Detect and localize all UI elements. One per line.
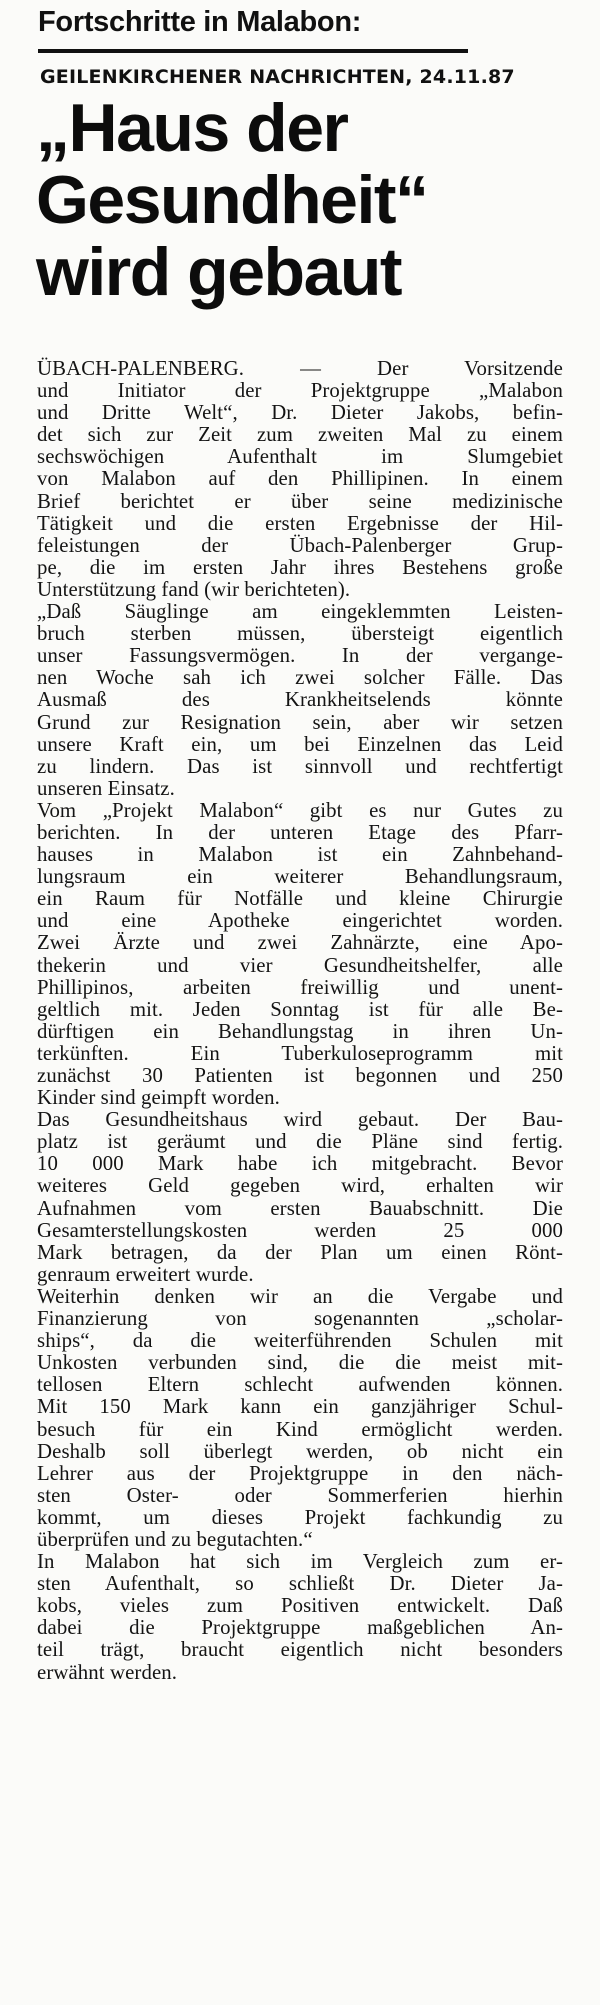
article-line: „Daß Säuglinge am eingeklemmten Leisten- <box>37 600 563 624</box>
source-line: GEILENKIRCHENER NACHRICHTEN, 24.11.87 <box>40 66 515 88</box>
article-line: bruch sterben müssen, übersteigt eigentlich <box>37 622 563 646</box>
article-line: Vom „Projekt Malabon“ gibt es nur Gutes zu <box>37 798 563 822</box>
article-line: ÜBACH-PALENBERG. — Der Vorsitzende <box>37 357 563 380</box>
article-line: dürftigen ein Behandlungstag in ihren Un- <box>37 1019 563 1043</box>
article-line: besuch für ein Kind ermöglicht werden. <box>37 1417 563 1441</box>
article-paragraph <box>37 800 563 1109</box>
article-line: nen Woche sah ich zwei solcher Fälle. Das <box>37 666 563 690</box>
article-line: von Malabon auf den Phillipinen. In einem <box>37 467 563 491</box>
headline-line: Gesundheit“ <box>36 162 428 238</box>
article-line: Kinder sind geimpft worden. <box>37 1086 280 1110</box>
article-body <box>37 358 563 1684</box>
article-line: Tätigkeit und die ersten Ergebnisse der Hil- <box>37 511 563 535</box>
article-line: Finanzierung von sogenannten „scholar- <box>37 1307 563 1331</box>
headline-line: wird gebaut <box>36 234 402 310</box>
article-line: Aufnahmen vom ersten Bauabschnitt. Die <box>37 1196 563 1220</box>
article-line: genraum erweitert wurde. <box>37 1262 254 1286</box>
article-paragraph <box>37 601 563 800</box>
article-line: ein Raum für Notfälle und kleine Chirurgie <box>37 887 563 911</box>
article-line: Mit 150 Mark kann ein ganzjähriger Schul- <box>37 1395 563 1419</box>
article-line: platz ist geräumt und die Pläne sind fertig. <box>37 1130 563 1154</box>
article-line: überprüfen und zu begutachten.“ <box>37 1527 313 1551</box>
article-paragraph <box>37 1286 563 1551</box>
article-paragraph <box>37 358 563 601</box>
article-paragraph <box>37 1551 563 1684</box>
article-line: zu lindern. Das ist sinnvoll und rechtfertigt <box>37 754 563 778</box>
article-line: und eine Apotheke eingerichtet worden. <box>37 909 563 933</box>
article-line: kobs, vieles zum Positiven entwickelt. Daß <box>37 1594 563 1618</box>
article-line: Brief berichtet er über seine medizinische <box>37 489 563 513</box>
article-line: sten Oster- oder Sommerferien hierhin <box>37 1483 563 1507</box>
article-line: Zwei Ärzte und zwei Zahnärzte, eine Apo- <box>37 931 563 955</box>
article-line: 10 000 Mark habe ich mitgebracht. Bevor <box>37 1152 563 1176</box>
article-line: terkünften. Ein Tuberkuloseprogramm mit <box>37 1041 563 1065</box>
article-line: feleistungen der Übach-Palenberger Grup- <box>37 533 563 557</box>
article-line: unsere Kraft ein, um bei Einzelnen das Leid <box>37 732 563 756</box>
article-line: erwähnt werden. <box>37 1660 178 1684</box>
headline <box>36 92 576 308</box>
article-line: In Malabon hat sich im Vergleich zum er- <box>37 1550 563 1574</box>
article-line: berichten. In der unteren Etage des Pfarr- <box>37 820 563 844</box>
article-line: Lehrer aus der Projektgruppe in den näch- <box>37 1461 563 1485</box>
article-line: lungsraum ein weiterer Behandlungsraum, <box>37 865 563 889</box>
article-line: Gesamterstellungskosten werden 25 000 <box>37 1218 563 1242</box>
article-line: ships“, da die weiterführenden Schulen mit <box>37 1329 563 1353</box>
article-line: unser Fassungsvermögen. In der vergange- <box>37 644 563 668</box>
article-line: Deshalb soll überlegt werden, ob nicht ein <box>37 1439 563 1463</box>
article-line: und Dritte Welt“, Dr. Dieter Jakobs, befin- <box>37 401 563 425</box>
article-line: weiteres Geld gegeben wird, erhalten wir <box>37 1174 563 1198</box>
rubric-underline <box>38 49 468 53</box>
article-line: Das Gesundheitshaus wird gebaut. Der Bau- <box>37 1108 563 1132</box>
article-line: hauses in Malabon ist ein Zahnbehand- <box>37 843 563 867</box>
article-line: tellosen Eltern schlecht aufwenden können. <box>37 1373 563 1397</box>
article-line: sechswöchigen Aufenthalt im Slumgebiet <box>37 445 563 469</box>
article-line: teil trägt, braucht eigentlich nicht besonders <box>37 1638 563 1662</box>
article-line: und Initiator der Projektgruppe „Malabon <box>37 379 563 403</box>
article-line: kommt, um dieses Projekt fachkundig zu <box>37 1505 563 1529</box>
article-line: unseren Einsatz. <box>37 776 175 800</box>
rubric-heading: Fortschritte in Malabon: <box>38 6 362 38</box>
article-line: pe, die im ersten Jahr ihres Bestehens große <box>37 555 563 579</box>
article-paragraph <box>37 1109 563 1286</box>
article-line: Ausmaß des Krankheitselends könnte <box>37 688 563 712</box>
article-line: Grund zur Resignation sein, aber wir setzen <box>37 710 563 734</box>
article-line: dabei die Projektgruppe maßgeblichen An- <box>37 1616 563 1640</box>
headline-line: „Haus der <box>36 90 348 166</box>
article-line: zunächst 30 Patienten ist begonnen und 250 <box>37 1064 563 1087</box>
article-line: sten Aufenthalt, so schließt Dr. Dieter Ja- <box>37 1572 563 1596</box>
article-line: Phillipinos, arbeiten freiwillig und unent- <box>37 975 563 999</box>
article-line: Unkosten verbunden sind, die die meist mit- <box>37 1351 563 1375</box>
article-line: det sich zur Zeit zum zweiten Mal zu einem <box>37 423 563 447</box>
article-line: Mark betragen, da der Plan um einen Rönt- <box>37 1240 563 1264</box>
article-line: geltlich mit. Jeden Sonntag ist für alle Be- <box>37 997 563 1021</box>
article-line: Weiterhin denken wir an die Vergabe und <box>37 1284 563 1308</box>
article-line: thekerin und vier Gesundheitshelfer, alle <box>37 953 563 977</box>
article-line: Unterstützung fand (wir berichteten). <box>37 577 351 601</box>
